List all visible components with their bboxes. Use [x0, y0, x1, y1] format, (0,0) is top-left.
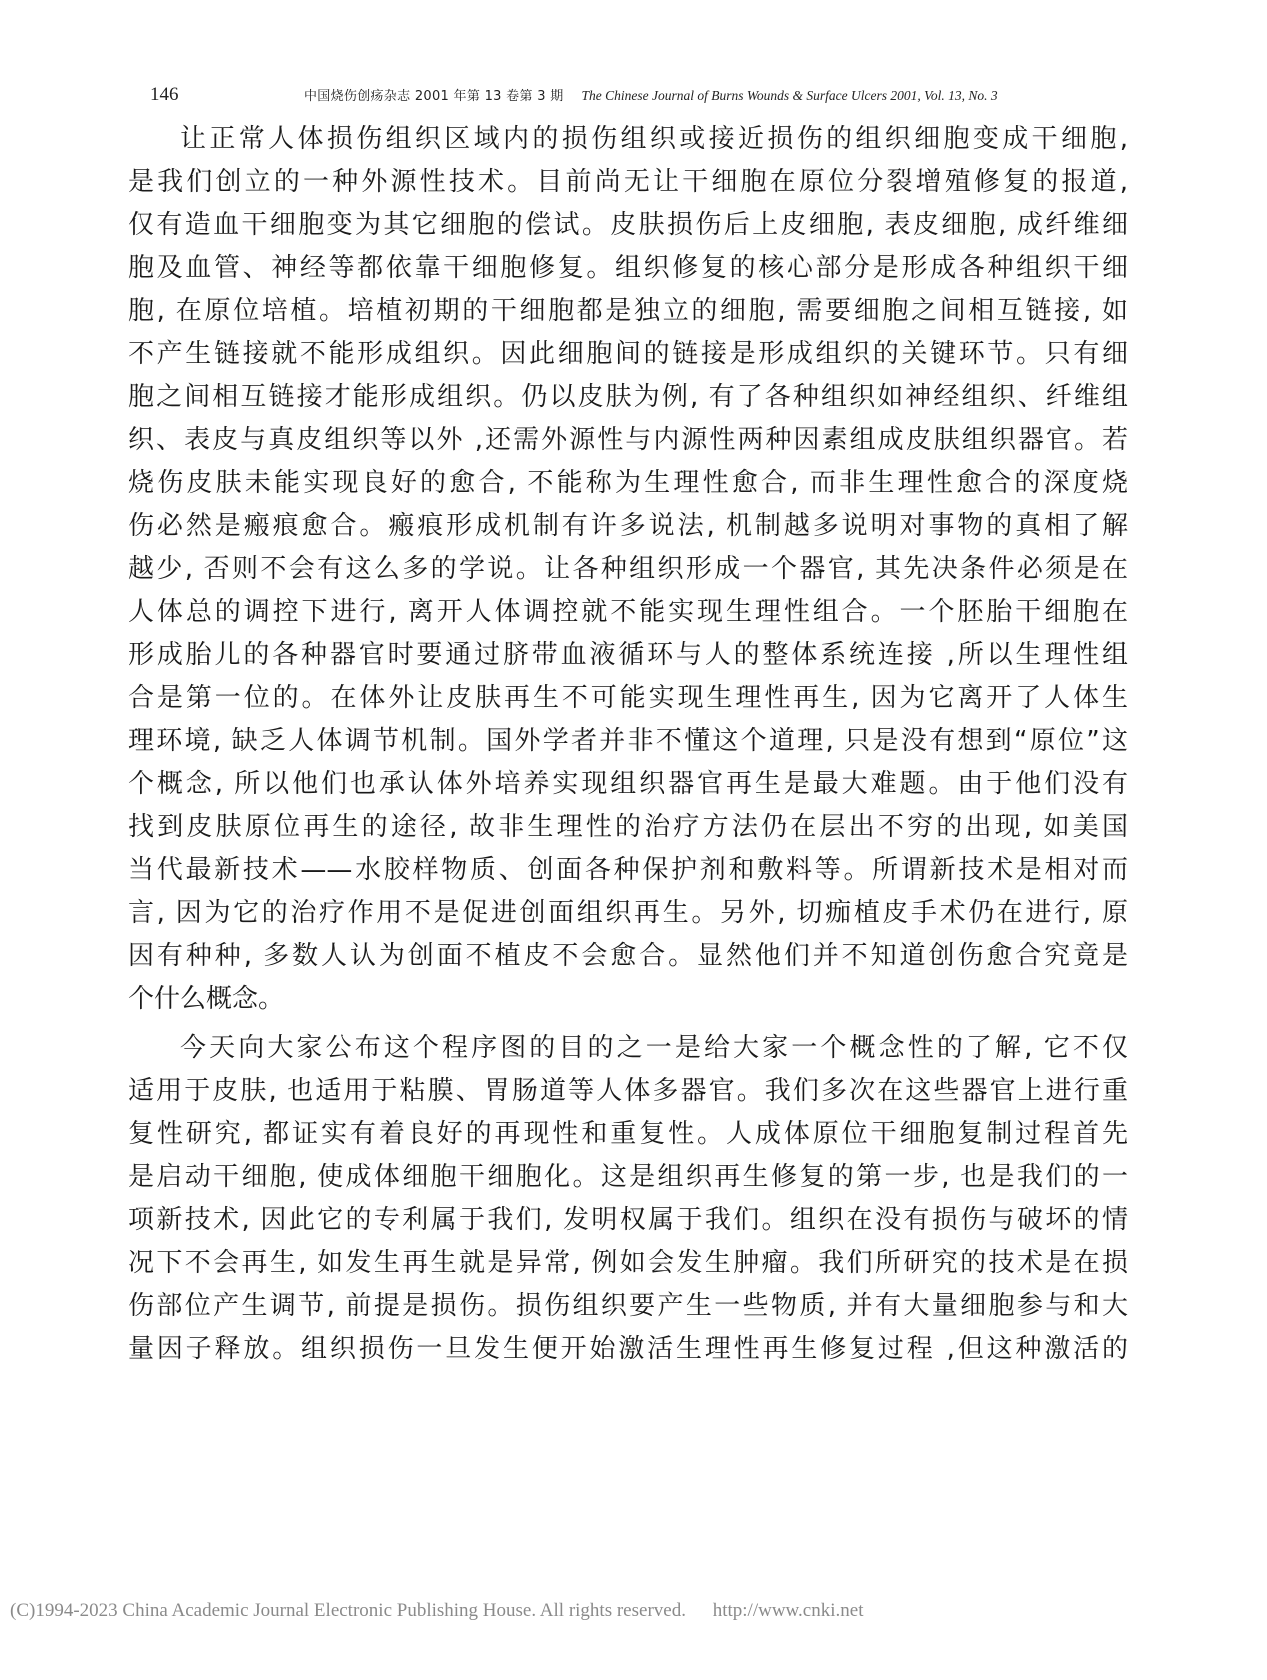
copyright-notice: (C)1994-2023 China Academic Journal Electronic Publishing House. All rights reserved.	[10, 1600, 686, 1621]
journal-title-chinese: 中国烧伤创疡杂志 2001 年第 13 卷第 3 期	[304, 89, 564, 104]
text-line: 当代最新技术——水胶样物质、创面各种保护剂和敷料等。所谓新技术是相对而	[128, 855, 1128, 885]
text-line: 言, 因为它的治疗作用不是促进创面组织再生。另外, 切痂植皮手术仍在进行, 原	[128, 898, 1128, 928]
cnki-url-link[interactable]: http://www.cnki.net	[712, 1600, 864, 1621]
text-line: 越少, 否则不会有这么多的学说。让各种组织形成一个器官, 其先决条件必须是在	[128, 554, 1128, 584]
text-line: 人体总的调控下进行, 离开人体调控就不能实现生理性组合。一个胚胎干细胞在	[128, 597, 1128, 627]
text-line: 复性研究, 都证实有着良好的再现性和重复性。人成体原位干细胞复制过程首先	[128, 1119, 1128, 1149]
text-line: 织、表皮与真皮组织等以外 ,还需外源性与内源性两种因素组成皮肤组织器官。若	[128, 425, 1128, 455]
text-line: 今天向大家公布这个程序图的目的之一是给大家一个概念性的了解, 它不仅	[180, 1033, 1128, 1063]
text-line: 找到皮肤原位再生的途径, 故非生理性的治疗方法仍在层出不穷的出现, 如美国	[128, 812, 1128, 842]
text-line: 量因子释放。组织损伤一旦发生便开始激活生理性再生修复过程 ,但这种激活的	[128, 1334, 1128, 1364]
text-line: 项新技术, 因此它的专利属于我们, 发明权属于我们。组织在没有损伤与破坏的情	[128, 1205, 1128, 1235]
text-line: 胞之间相互链接才能形成组织。仍以皮肤为例, 有了各种组织如神经组织、纤维组	[128, 382, 1128, 412]
text-line: 仅有造血干细胞变为其它细胞的偿试。皮肤损伤后上皮细胞, 表皮细胞, 成纤维细	[128, 210, 1128, 240]
text-line: 况下不会再生, 如发生再生就是异常, 例如会发生肿瘤。我们所研究的技术是在损	[128, 1248, 1128, 1278]
text-line: 适用于皮肤, 也适用于粘膜、胃肠道等人体多器官。我们多次在这些器官上进行重	[128, 1076, 1128, 1106]
text-line: 因有种种, 多数人认为创面不植皮不会愈合。显然他们并不知道创伤愈合究竟是	[128, 941, 1128, 971]
text-line: 伤部位产生调节, 前提是损伤。损伤组织要产生一些物质, 并有大量细胞参与和大	[128, 1291, 1128, 1321]
text-line: 胞, 在原位培植。培植初期的干细胞都是独立的细胞, 需要细胞之间相互链接, 如	[128, 296, 1128, 326]
text-line: 个什么概念。	[128, 984, 285, 1014]
text-line: 理环境, 缺乏人体调节机制。国外学者并非不懂这个道理, 只是没有想到“原位”这	[128, 726, 1128, 756]
page-number: 146	[150, 84, 179, 105]
text-line: 个概念, 所以他们也承认体外培养实现组织器官再生是最大难题。由于他们没有	[128, 769, 1128, 799]
paragraph-2	[128, 1027, 1128, 1371]
text-line: 是我们创立的一种外源性技术。目前尚无让干细胞在原位分裂增殖修复的报道,	[128, 167, 1128, 197]
text-line: 让正常人体损伤组织区域内的损伤组织或接近损伤的组织细胞变成干细胞,	[180, 124, 1128, 154]
text-line: 合是第一位的。在体外让皮肤再生不可能实现生理性再生, 因为它离开了人体生	[128, 683, 1128, 713]
text-line: 形成胎儿的各种器官时要通过脐带血液循环与人的整体系统连接 ,所以生理性组	[128, 640, 1128, 670]
text-line: 不产生链接就不能形成组织。因此细胞间的链接是形成组织的关键环节。只有细	[128, 339, 1128, 369]
text-line: 烧伤皮肤未能实现良好的愈合, 不能称为生理性愈合, 而非生理性愈合的深度烧	[128, 468, 1128, 498]
text-line: 胞及血管、神经等都依靠干细胞修复。组织修复的核心部分是形成各种组织干细	[128, 253, 1128, 283]
copyright-footer	[10, 1600, 1060, 1622]
running-header	[150, 84, 1135, 108]
text-line: 是启动干细胞, 使成体细胞干细胞化。这是组织再生修复的第一步, 也是我们的一	[128, 1162, 1128, 1192]
article-body	[128, 118, 1128, 1371]
journal-title-english: The Chinese Journal of Burns Wounds & Surface Ulcers 2001, Vol. 13, No. 3	[581, 88, 998, 103]
paragraph-1	[128, 118, 1128, 1021]
text-line: 伤必然是瘢痕愈合。瘢痕形成机制有许多说法, 机制越多说明对事物的真相了解	[128, 511, 1128, 541]
